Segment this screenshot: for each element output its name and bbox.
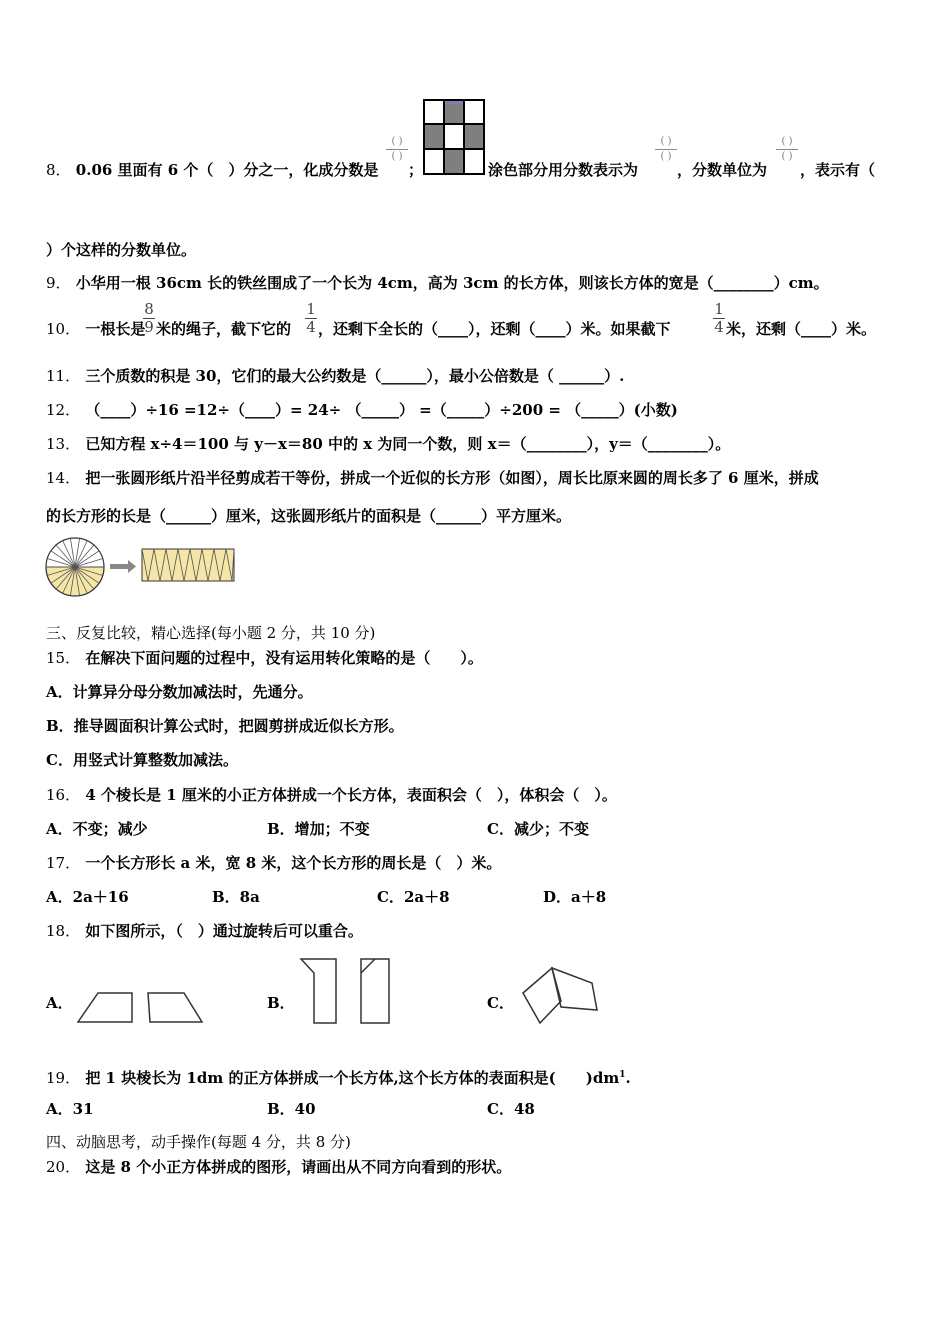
question-number: 14． — [46, 469, 81, 487]
question-15 — [46, 648, 483, 668]
question-text: （____）÷16 =12÷（____）= 24÷ （_____） =（_____）÷200 = （_____）(小数) — [85, 401, 678, 419]
question-18 — [46, 921, 363, 941]
question-number: 18． — [46, 922, 81, 940]
l-shape-left — [301, 959, 336, 1023]
question-number: 10． — [46, 320, 81, 338]
question-10-d: 米，还剩（____）米。 — [726, 320, 877, 338]
question-14-continued: 的长方形的长是（______）厘米，这张圆形纸片的面积是（______）平方厘米。 — [46, 507, 572, 525]
fraction-1-4: 1 4 — [306, 300, 316, 336]
grid-cell — [464, 149, 484, 174]
question-14 — [46, 468, 819, 488]
question-number: 20． — [46, 1158, 81, 1176]
q18-option-a[interactable]: A． — [46, 994, 73, 1012]
q16-option-a[interactable]: A．不变；减少 — [46, 820, 148, 838]
question-10-c: ，还剩下全长的（____），还剩（____）米。如果截下 — [318, 320, 671, 338]
question-19: 19． 把 1 块棱长为 1dm 的正方体拼成一个长方体,这个长方体的表面积是( )$dm^1$. — [46, 1069, 631, 1087]
question-number: 12． — [46, 401, 81, 419]
q16-option-c[interactable]: C．减少；不变 — [487, 820, 589, 838]
arrow-right-icon — [110, 560, 136, 573]
question-text: 0.06 里面有 6 个（ ）分之一，化成分数是 — [75, 161, 379, 179]
q19-option-a[interactable]: A．31 — [46, 1100, 94, 1118]
question-10-b: 米的绳子，截下它的 — [156, 320, 292, 338]
q17-option-c[interactable]: C．2a＋8 — [377, 888, 450, 906]
question-text: 已知方程 x÷4＝100 与 y－x＝80 中的 x 为同一个数，则 x＝（________），y＝（________）。 — [85, 435, 731, 453]
question-16 — [46, 785, 617, 805]
q16-option-b[interactable]: B．增加；不变 — [267, 820, 370, 838]
question-text: 一个长方形长 a 米，宽 8 米，这个长方形的周长是（ ）米。 — [85, 854, 502, 872]
q15-option-c[interactable]: C．用竖式计算整数加减法。 — [46, 751, 238, 769]
question-number: 9． — [46, 274, 71, 292]
trapezoid-right — [148, 993, 202, 1022]
question-number: 8． — [46, 161, 71, 179]
question-13 — [46, 434, 730, 454]
question-text: 如下图所示，（ ）通过旋转后可以重合。 — [85, 922, 363, 940]
question-text: 在解决下面问题的过程中，没有运用转化策略的是（ ）。 — [85, 649, 483, 667]
question-8-part-b: 涂色部分用分数表示为 — [488, 161, 639, 179]
question-20 — [46, 1157, 511, 1177]
question-8 — [46, 160, 378, 180]
fraction-blank-2: ( ) ( ) — [655, 136, 677, 163]
question-number: 19． — [46, 1069, 81, 1087]
q17-option-a[interactable]: A．2a＋16 — [46, 888, 129, 906]
approximate-rectangle — [142, 549, 234, 581]
section-3-heading: 三、反复比较，精心选择(每小题 2 分，共 10 分) — [46, 624, 376, 642]
question-number: 15． — [46, 649, 81, 667]
fraction-8-9: 8 9 — [144, 300, 154, 336]
pentagon-left — [523, 968, 561, 1023]
q17-option-d[interactable]: D．a＋8 — [543, 888, 607, 906]
question-number: 11． — [46, 367, 81, 385]
fraction-blank-1: ( ) ( ) — [386, 136, 408, 163]
l-shape-pair-figure — [296, 955, 396, 1027]
q19-option-c[interactable]: C．48 — [487, 1100, 535, 1118]
grid-cell — [464, 100, 484, 124]
question-number: 16． — [46, 786, 81, 804]
question-text: 三个质数的积是 30，它们的最大公约数是（______），最小公倍数是（ ______）. — [85, 367, 625, 385]
question-8-part-d: ，表示有（ — [800, 161, 876, 179]
q19-option-b[interactable]: B．40 — [267, 1100, 316, 1118]
circle-to-rectangle-figure — [44, 536, 239, 598]
q15-option-a[interactable]: A．计算异分母分数加减法时，先通分。 — [46, 683, 313, 701]
grid-cell — [444, 124, 464, 149]
grid-cell — [424, 100, 444, 124]
question-17 — [46, 853, 501, 873]
grid-cell — [464, 124, 484, 149]
question-10-a: 10． 一根长是 — [46, 320, 146, 338]
trapezoid-pair-figure — [76, 990, 204, 1026]
trapezoid-left — [78, 993, 132, 1022]
question-text: 小华用一根 36cm 长的铁丝围成了一个长为 4cm，高为 3cm 的长方体，则该长方体的宽是（________）cm。 — [75, 274, 829, 292]
grid-cell — [424, 124, 444, 149]
q17-option-b[interactable]: B．8a — [212, 888, 260, 906]
question-number: 13． — [46, 435, 81, 453]
fraction-1-4-b: 1 4 — [714, 300, 724, 336]
section-4-heading: 四、动脑思考，动手操作(每题 4 分，共 8 分) — [46, 1133, 351, 1151]
question-12 — [46, 400, 678, 420]
question-text: 把一张圆形纸片沿半径剪成若干等份，拼成一个近似的长方形（如图），周长比原来圆的周长多了 6 厘米，拼成 — [85, 469, 819, 487]
question-8-semicolon: ； — [408, 161, 424, 179]
question-11 — [46, 366, 624, 386]
q18-option-b[interactable]: B． — [267, 994, 295, 1012]
shaded-grid-figure — [423, 99, 485, 175]
question-text: 把 1 块棱长为 1dm 的正方体拼成一个长方体,这个长方体的表面积是( )dm — [85, 1069, 620, 1087]
question-8-part-c: ，分数单位为 — [677, 161, 768, 179]
sectored-circle — [46, 538, 104, 596]
q18-option-c[interactable]: C． — [487, 994, 514, 1012]
grid-cell — [424, 149, 444, 174]
question-8-continued: ）个这样的分数单位。 — [46, 241, 197, 259]
grid-cell — [444, 149, 464, 174]
question-9 — [46, 273, 829, 293]
question-number: 17． — [46, 854, 81, 872]
q15-option-b[interactable]: B．推导圆面积计算公式时，把圆剪拼成近似长方形。 — [46, 717, 404, 735]
fraction-blank-3: ( ) ( ) — [776, 136, 798, 163]
question-text: 4 个棱长是 1 厘米的小正方体拼成一个长方体，表面积会（ ），体积会（ ）。 — [85, 786, 617, 804]
question-text: 这是 8 个小正方体拼成的图形，请画出从不同方向看到的形状。 — [85, 1158, 512, 1176]
rotated-pentagons-figure — [515, 963, 603, 1027]
